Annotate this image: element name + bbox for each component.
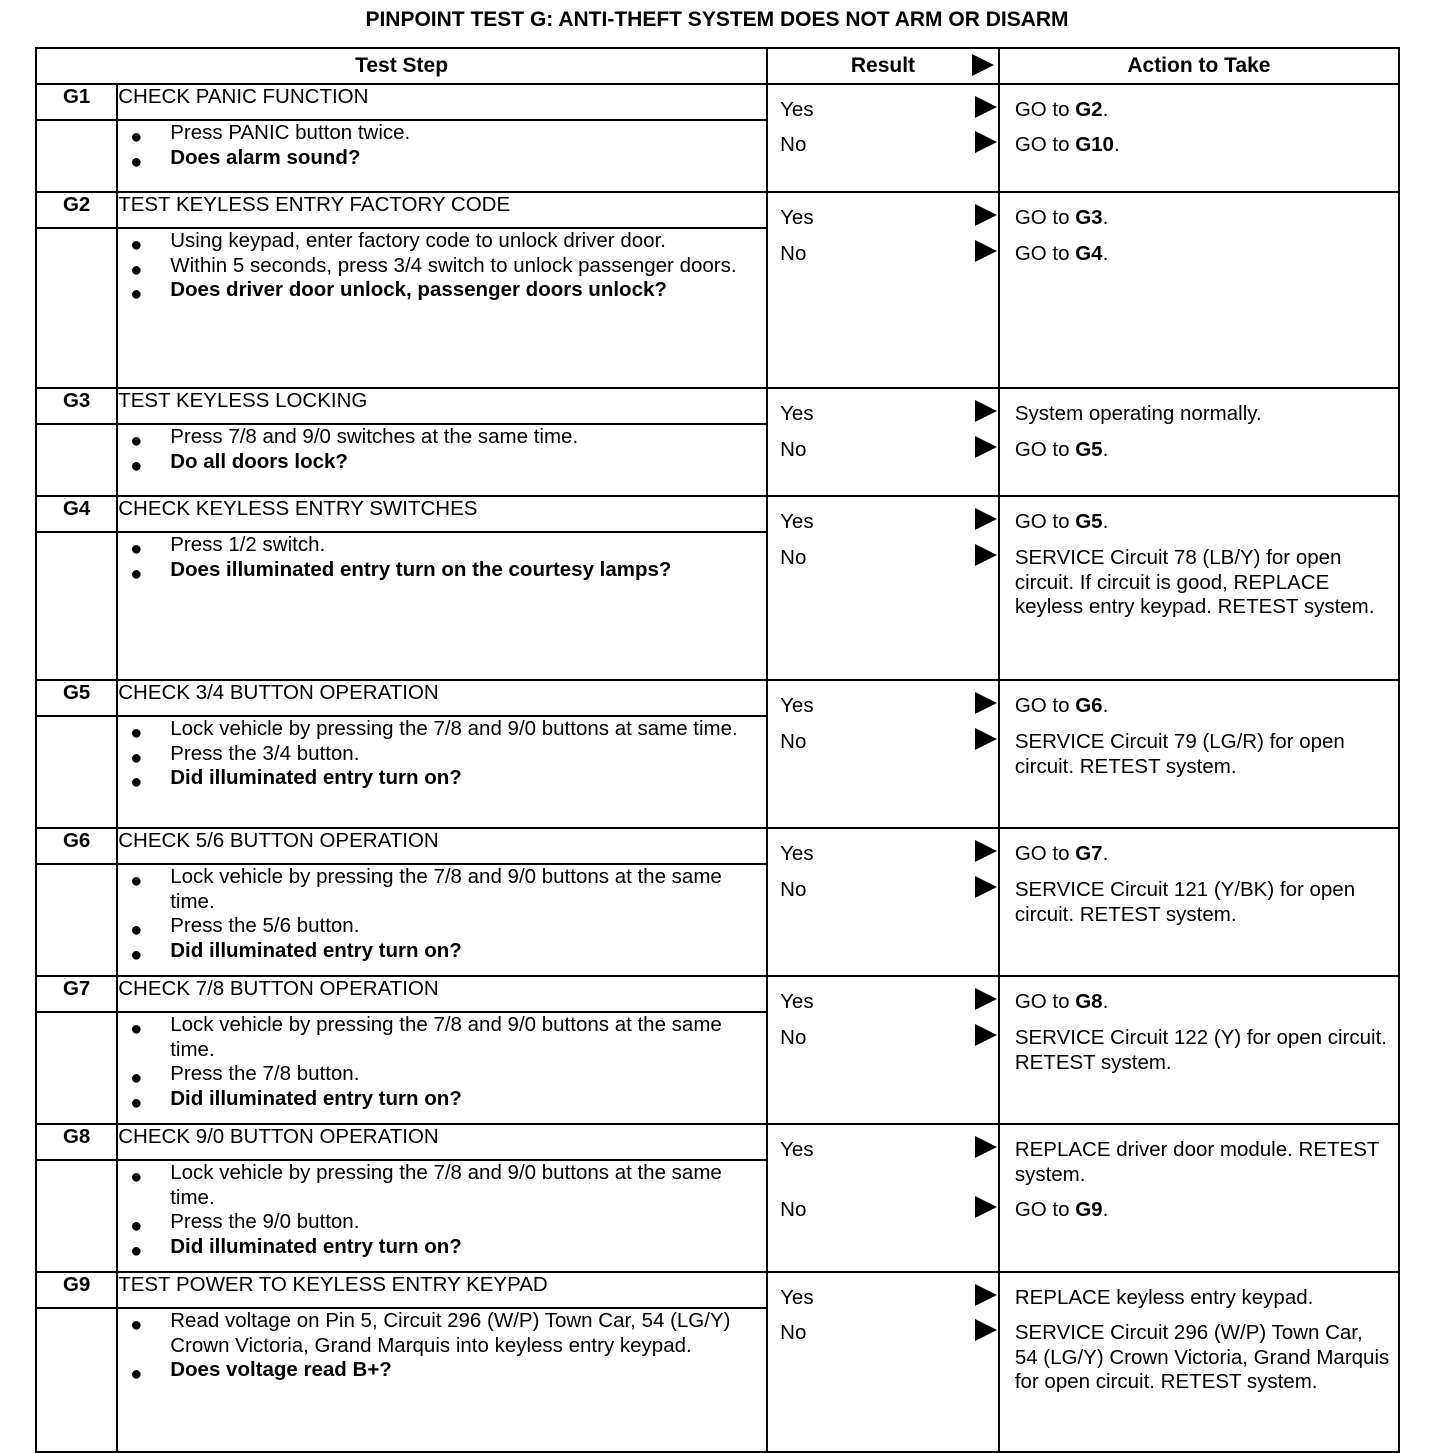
- bullet-icon: ●: [130, 126, 143, 148]
- step-title-row: [36, 1124, 1399, 1160]
- action-cell: [999, 496, 1399, 680]
- action-prefix: REPLACE keyless entry keypad.: [1014, 1286, 1314, 1309]
- bullet-text: Using keypad, enter factory code to unlock driver door.: [170, 229, 666, 252]
- step-instructions: [117, 532, 767, 680]
- action-prefix: GO to: [1014, 694, 1076, 717]
- step-instructions: [117, 864, 767, 976]
- action-text: [1015, 1026, 1390, 1075]
- arrow-icon: [975, 96, 997, 124]
- arrow-icon: [975, 1319, 997, 1347]
- list-item: [118, 717, 766, 742]
- bullet-icon: ●: [130, 538, 143, 560]
- step-instructions: [117, 228, 767, 388]
- bullet-text: Did illuminated entry turn on?: [170, 1086, 462, 1110]
- step-id: G5: [36, 680, 117, 716]
- result-cell: [767, 496, 999, 680]
- header-result: [767, 48, 999, 84]
- bullet-icon: ●: [130, 1239, 143, 1262]
- arrow-icon: [975, 204, 997, 232]
- bullet-text: Press the 3/4 button.: [170, 741, 360, 765]
- arrow-icon: [975, 544, 997, 572]
- step-instructions: [117, 1160, 767, 1272]
- action-prefix: GO to: [1014, 242, 1076, 265]
- bullet-icon: ●: [130, 1215, 143, 1237]
- step-title: TEST KEYLESS LOCKING: [117, 388, 767, 424]
- action-text: [1015, 242, 1390, 267]
- action-prefix: GO to: [1014, 98, 1076, 121]
- bullet-text: Press 1/2 switch.: [170, 533, 326, 556]
- step-title: CHECK 5/6 BUTTON OPERATION: [117, 828, 767, 864]
- bullet-text: Did illuminated entry turn on?: [170, 766, 462, 789]
- action-text: [1015, 438, 1390, 463]
- list-item: [118, 914, 766, 939]
- action-suffix: .: [1102, 242, 1109, 265]
- step-instructions: [117, 424, 767, 496]
- bullet-text: Does voltage read B+?: [170, 1358, 392, 1381]
- step-id: G6: [36, 828, 117, 864]
- result-label: No: [780, 1198, 807, 1221]
- result-cell: [767, 1124, 999, 1272]
- list-item: [118, 1309, 766, 1358]
- bullet-icon: ●: [130, 234, 143, 256]
- action-target[interactable]: G2: [1075, 98, 1103, 121]
- step-id-spacer: [36, 1012, 117, 1124]
- step-title-row: [36, 976, 1399, 1012]
- action-text: [1015, 878, 1390, 927]
- step-title-row: [36, 680, 1399, 716]
- bullet-icon: ●: [130, 746, 143, 769]
- bullet-text: Press 7/8 and 9/0 switches at the same time.: [170, 425, 579, 448]
- bullet-icon: ●: [130, 919, 143, 941]
- bullet-icon: ●: [130, 150, 143, 173]
- action-prefix: SERVICE Circuit 296 (W/P) Town Car, 54 (LG/Y) Crown Victoria, Grand Marquis for open circuit. RETEST system.: [1014, 1321, 1390, 1393]
- step-id: G8: [36, 1124, 117, 1160]
- list-item: [118, 1062, 766, 1087]
- action-cell: [999, 680, 1399, 828]
- step-title: CHECK 9/0 BUTTON OPERATION: [117, 1124, 767, 1160]
- list-item: [118, 1087, 766, 1112]
- step-title-row: [36, 192, 1399, 228]
- result-label: Yes: [780, 98, 814, 121]
- step-title: TEST POWER TO KEYLESS ENTRY KEYPAD: [117, 1272, 767, 1308]
- action-text: [1015, 842, 1390, 867]
- bullet-icon: ●: [130, 1166, 143, 1188]
- action-text: [1015, 990, 1390, 1015]
- action-prefix: SERVICE Circuit 122 (Y) for open circuit. RETEST system.: [1014, 1026, 1387, 1074]
- result-label: No: [780, 878, 807, 901]
- step-title-row: [36, 84, 1399, 120]
- step-id-spacer: [36, 716, 117, 828]
- action-suffix: .: [1102, 438, 1109, 461]
- bullet-text: Does driver door unlock, passenger doors unlock?: [170, 278, 667, 301]
- bullet-text: Press the 9/0 button.: [170, 1210, 360, 1233]
- action-cell: [999, 828, 1399, 976]
- result-cell: [767, 192, 999, 388]
- action-cell: [999, 388, 1399, 496]
- result-label: Yes: [780, 990, 814, 1013]
- bullet-icon: ●: [130, 430, 143, 452]
- result-label: Yes: [780, 694, 814, 717]
- bullet-icon: ●: [130, 454, 143, 477]
- bullet-text: Read voltage on Pin 5, Circuit 296 (W/P) Town Car, 54 (LG/Y) Crown Victoria, Grand Marquis into keyless entry keypad.: [170, 1309, 731, 1357]
- step-id: G7: [36, 976, 117, 1012]
- bullet-icon: ●: [130, 722, 143, 744]
- step-title-row: [36, 1272, 1399, 1308]
- page-title: PINPOINT TEST G: ANTI-THEFT SYSTEM DOES NOT ARM OR DISARM: [365, 8, 1069, 31]
- action-text: [1015, 206, 1390, 231]
- header-test-step: Test Step: [36, 48, 767, 84]
- list-item: [118, 1235, 766, 1260]
- arrow-icon: [975, 1196, 997, 1224]
- step-title: CHECK 7/8 BUTTON OPERATION: [117, 976, 767, 1012]
- result-label: Yes: [780, 510, 814, 533]
- arrow-icon: [975, 508, 997, 536]
- step-id-spacer: [36, 532, 117, 680]
- result-cell: [767, 1272, 999, 1452]
- step-id-spacer: [36, 120, 117, 192]
- action-prefix: SERVICE Circuit 121 (Y/BK) for open circuit. RETEST system.: [1014, 878, 1356, 926]
- header-result-label: Result: [850, 54, 916, 77]
- action-cell: [999, 976, 1399, 1124]
- list-item: [118, 939, 766, 964]
- action-prefix: GO to: [1014, 133, 1076, 156]
- arrow-icon: [975, 876, 997, 904]
- list-item: [118, 558, 766, 583]
- step-id: G9: [36, 1272, 117, 1308]
- action-suffix: .: [1102, 842, 1109, 865]
- arrow-icon: [975, 1024, 997, 1052]
- result-label: Yes: [780, 842, 814, 865]
- action-suffix: .: [1102, 510, 1109, 533]
- arrow-icon: [975, 436, 997, 464]
- result-label: No: [780, 1026, 807, 1049]
- step-id-spacer: [36, 228, 117, 388]
- result-label: No: [780, 730, 807, 753]
- action-target[interactable]: G3: [1075, 206, 1103, 229]
- list-item: [118, 766, 766, 791]
- list-item: [118, 533, 766, 558]
- action-text: [1015, 98, 1390, 123]
- list-item: [118, 742, 766, 767]
- step-id-spacer: [36, 424, 117, 496]
- list-item: [118, 229, 766, 254]
- result-cell: [767, 828, 999, 976]
- step-instructions: [117, 120, 767, 192]
- list-item: [118, 254, 766, 279]
- action-text: [1015, 1286, 1390, 1311]
- step-title-row: [36, 496, 1399, 532]
- bullet-text: Lock vehicle by pressing the 7/8 and 9/0 buttons at the same time.: [170, 1013, 722, 1061]
- list-item: [118, 865, 766, 914]
- action-suffix: .: [1102, 98, 1109, 121]
- bullet-text: Press the 5/6 button.: [170, 914, 360, 937]
- result-label: No: [780, 242, 807, 265]
- result-cell: [767, 84, 999, 192]
- result-label: No: [780, 438, 807, 461]
- action-target[interactable]: G4: [1075, 242, 1103, 265]
- list-item: [118, 1161, 766, 1210]
- list-item: [118, 425, 766, 450]
- arrow-icon: [975, 400, 997, 428]
- bullet-icon: ●: [130, 1067, 143, 1089]
- list-item: [118, 450, 766, 475]
- pinpoint-test-table: [35, 47, 1400, 1453]
- bullet-text: Did illuminated entry turn on?: [170, 1234, 462, 1258]
- step-id: G3: [36, 388, 117, 424]
- bullet-icon: ●: [130, 1091, 143, 1114]
- step-id-spacer: [36, 1308, 117, 1452]
- step-title: CHECK PANIC FUNCTION: [117, 84, 767, 120]
- result-cell: [767, 388, 999, 496]
- bullet-icon: ●: [130, 258, 143, 281]
- list-item: [118, 278, 766, 303]
- action-text: [1015, 730, 1390, 779]
- result-label: No: [780, 133, 807, 156]
- action-target[interactable]: G5: [1075, 510, 1103, 533]
- arrow-icon: [975, 131, 997, 159]
- list-item: [118, 121, 766, 146]
- action-cell: [999, 1124, 1399, 1272]
- bullet-text: Press PANIC button twice.: [170, 121, 411, 144]
- action-prefix: GO to: [1014, 510, 1076, 533]
- result-label: No: [780, 1321, 807, 1344]
- bullet-icon: ●: [130, 943, 143, 966]
- list-item: [118, 146, 766, 171]
- bullet-icon: ●: [130, 1018, 143, 1040]
- bullet-icon: ●: [130, 1363, 143, 1385]
- action-prefix: SERVICE Circuit 79 (LG/R) for open circuit. RETEST system.: [1014, 730, 1345, 778]
- table-body: [36, 84, 1399, 1452]
- header-action: Action to Take: [999, 48, 1399, 84]
- action-suffix: .: [1113, 133, 1120, 156]
- action-cell: [999, 1272, 1399, 1452]
- step-id: G1: [36, 84, 117, 120]
- step-id: G2: [36, 192, 117, 228]
- list-item: [118, 1013, 766, 1062]
- step-id: G4: [36, 496, 117, 532]
- action-suffix: .: [1102, 206, 1109, 229]
- action-text: [1015, 1198, 1390, 1223]
- bullet-text: Did illuminated entry turn on?: [170, 938, 462, 962]
- bullet-text: Does alarm sound?: [170, 145, 361, 169]
- result-label: Yes: [780, 402, 814, 425]
- bullet-text: Within 5 seconds, press 3/4 switch to unlock passenger doors.: [170, 253, 737, 277]
- bullet-text: Lock vehicle by pressing the 7/8 and 9/0 buttons at same time.: [170, 717, 738, 740]
- action-prefix: GO to: [1014, 1198, 1076, 1221]
- action-prefix: GO to: [1014, 842, 1076, 865]
- action-text: [1015, 1321, 1390, 1395]
- arrow-icon: [975, 1284, 997, 1312]
- action-text: [1015, 694, 1390, 719]
- action-text: [1015, 133, 1390, 158]
- action-prefix: GO to: [1014, 206, 1076, 229]
- action-prefix: GO to: [1014, 438, 1076, 461]
- action-target[interactable]: G6: [1075, 694, 1103, 717]
- action-target[interactable]: G7: [1075, 842, 1103, 865]
- action-text: [1015, 510, 1390, 535]
- action-target[interactable]: G8: [1075, 990, 1103, 1013]
- header-row: [36, 48, 1399, 84]
- action-target[interactable]: G5: [1075, 438, 1103, 461]
- bullet-text: Lock vehicle by pressing the 7/8 and 9/0 buttons at the same time.: [170, 1161, 722, 1209]
- action-suffix: .: [1102, 694, 1109, 717]
- arrow-icon: [975, 840, 997, 868]
- action-text: [1015, 402, 1390, 427]
- action-target[interactable]: G10: [1075, 133, 1114, 156]
- step-title: CHECK KEYLESS ENTRY SWITCHES: [117, 496, 767, 532]
- result-cell: [767, 680, 999, 828]
- bullet-text: Do all doors lock?: [170, 449, 348, 473]
- step-title: TEST KEYLESS ENTRY FACTORY CODE: [117, 192, 767, 228]
- step-id-spacer: [36, 864, 117, 976]
- arrow-icon: [972, 54, 994, 82]
- bullet-text: Does illuminated entry turn on the courtesy lamps?: [170, 557, 672, 581]
- action-cell: [999, 84, 1399, 192]
- step-instructions: [117, 1012, 767, 1124]
- result-label: Yes: [780, 1286, 814, 1309]
- action-text: [1015, 1138, 1390, 1187]
- result-label: No: [780, 546, 807, 569]
- arrow-icon: [975, 1136, 997, 1164]
- step-instructions: [117, 1308, 767, 1452]
- bullet-icon: ●: [130, 1314, 143, 1336]
- bullet-text: Press the 7/8 button.: [170, 1062, 360, 1085]
- result-cell: [767, 976, 999, 1124]
- action-target[interactable]: G9: [1075, 1198, 1103, 1221]
- action-prefix: SERVICE Circuit 78 (LB/Y) for open circuit. If circuit is good, REPLACE keyless entry keypad. RETEST system.: [1014, 546, 1375, 618]
- action-suffix: .: [1102, 990, 1109, 1013]
- step-title-row: [36, 828, 1399, 864]
- arrow-icon: [975, 240, 997, 268]
- action-prefix: System operating normally.: [1014, 402, 1262, 425]
- list-item: [118, 1210, 766, 1235]
- list-item: [118, 1358, 766, 1383]
- bullet-icon: ●: [130, 283, 143, 305]
- arrow-icon: [975, 988, 997, 1016]
- bullet-text: Lock vehicle by pressing the 7/8 and 9/0 buttons at the same time.: [170, 865, 722, 913]
- step-title: CHECK 3/4 BUTTON OPERATION: [117, 680, 767, 716]
- bullet-icon: ●: [130, 562, 143, 585]
- action-suffix: .: [1102, 1198, 1109, 1221]
- result-label: Yes: [780, 1138, 814, 1161]
- result-label: Yes: [780, 206, 814, 229]
- step-id-spacer: [36, 1160, 117, 1272]
- action-prefix: GO to: [1014, 990, 1076, 1013]
- arrow-icon: [975, 692, 997, 720]
- action-text: [1015, 546, 1390, 620]
- arrow-icon: [975, 728, 997, 756]
- step-title-row: [36, 388, 1399, 424]
- step-instructions: [117, 716, 767, 828]
- action-prefix: REPLACE driver door module. RETEST system.: [1014, 1138, 1380, 1186]
- bullet-icon: ●: [130, 870, 143, 892]
- action-cell: [999, 192, 1399, 388]
- bullet-icon: ●: [130, 771, 143, 793]
